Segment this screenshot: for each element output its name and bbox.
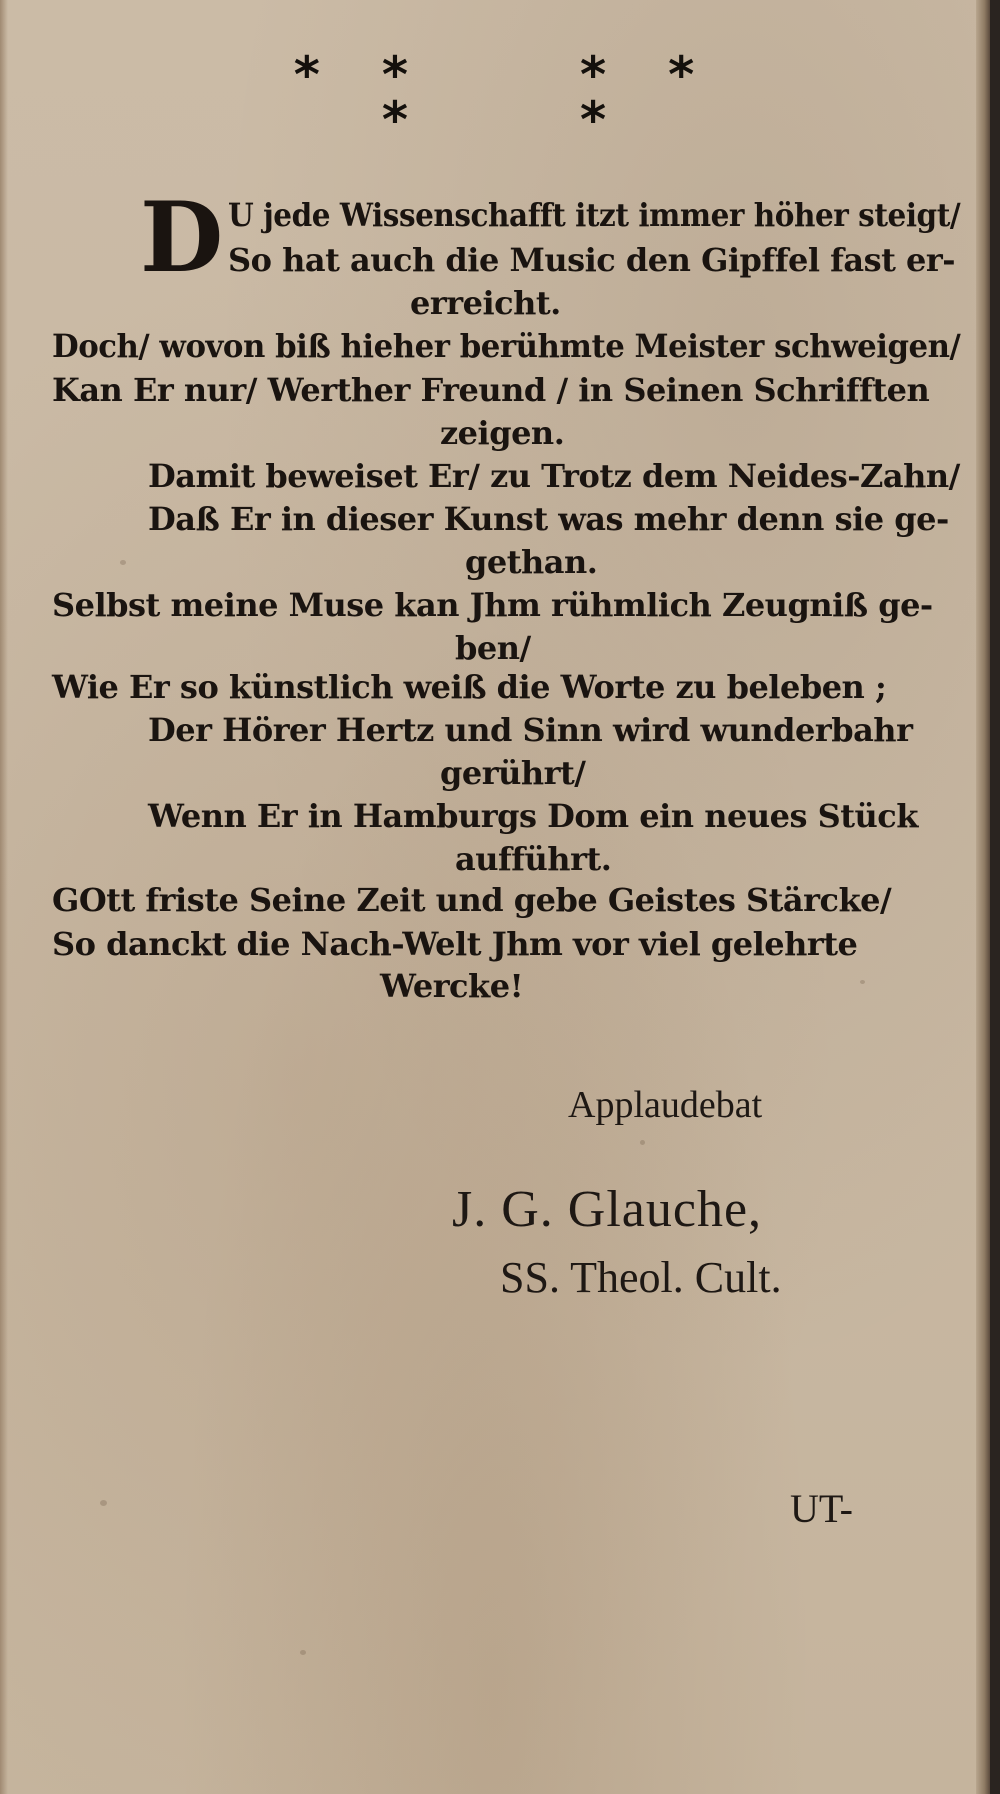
poem-line: Selbst meine Muse kan Jhm rühmlich Zeugniß ge- [52, 586, 933, 624]
star-ornament: * [293, 46, 322, 104]
ornament-stars-top [0, 46, 990, 104]
star-ornament: * [580, 91, 609, 149]
poem-line: Daß Er in dieser Kunst was mehr denn sie ge- [148, 500, 949, 538]
poem-line: GOtt friste Seine Zeit und gebe Geistes Stärcke/ [52, 881, 892, 919]
signature-name: J. G. Glauche, [452, 1181, 763, 1238]
star-ornament: * [668, 46, 697, 104]
paper-fleck [100, 1500, 107, 1506]
star-ornament: * [580, 46, 609, 104]
catchword: UT- [790, 1486, 853, 1531]
star-ornament: * [381, 46, 410, 104]
signature-applaud: Applaudebat [568, 1084, 763, 1126]
poem-line: U jede Wissenschafft itzt immer höher steigt/ [228, 196, 961, 234]
paper-fleck [640, 1140, 645, 1145]
poem-line: aufführt. [455, 840, 612, 878]
paper-fleck [860, 980, 865, 984]
poem-line: Wenn Er in Hamburgs Dom ein neues Stück [148, 797, 918, 835]
page-edge-right [976, 0, 990, 1794]
page-edge-left [0, 0, 8, 1794]
poem-line: Damit beweiset Er/ zu Trotz dem Neides-Zahn/ [148, 457, 960, 495]
poem-line: So danckt die Nach-Welt Jhm vor viel gelehrte [52, 925, 858, 963]
ornament-stars-bottom [0, 91, 990, 149]
poem-line: Kan Er nur/ Werther Freund / in Seinen Schrifften [52, 371, 930, 409]
signature-title: SS. Theol. Cult. [500, 1253, 782, 1302]
poem-line: ben/ [455, 629, 531, 667]
poem-line: gethan. [465, 543, 598, 581]
drop-cap-initial: D [140, 181, 224, 294]
poem-line: Der Hörer Hertz und Sinn wird wunderbahr [148, 711, 913, 749]
star-ornament: * [381, 91, 410, 149]
poem-line: Wercke! [380, 967, 524, 1005]
poem-line: Wie Er so künstlich weiß die Worte zu beleben ; [52, 668, 887, 706]
poem-line: So hat auch die Music den Gipffel fast er- [228, 241, 956, 279]
poem-line: zeigen. [440, 414, 565, 452]
poem-line: Doch/ wovon biß hieher berühmte Meister schweigen/ [52, 327, 961, 365]
poem-line: erreicht. [410, 284, 561, 322]
poem-line: gerührt/ [440, 754, 586, 792]
paper-fleck [300, 1650, 306, 1655]
paper-fleck [120, 560, 126, 565]
